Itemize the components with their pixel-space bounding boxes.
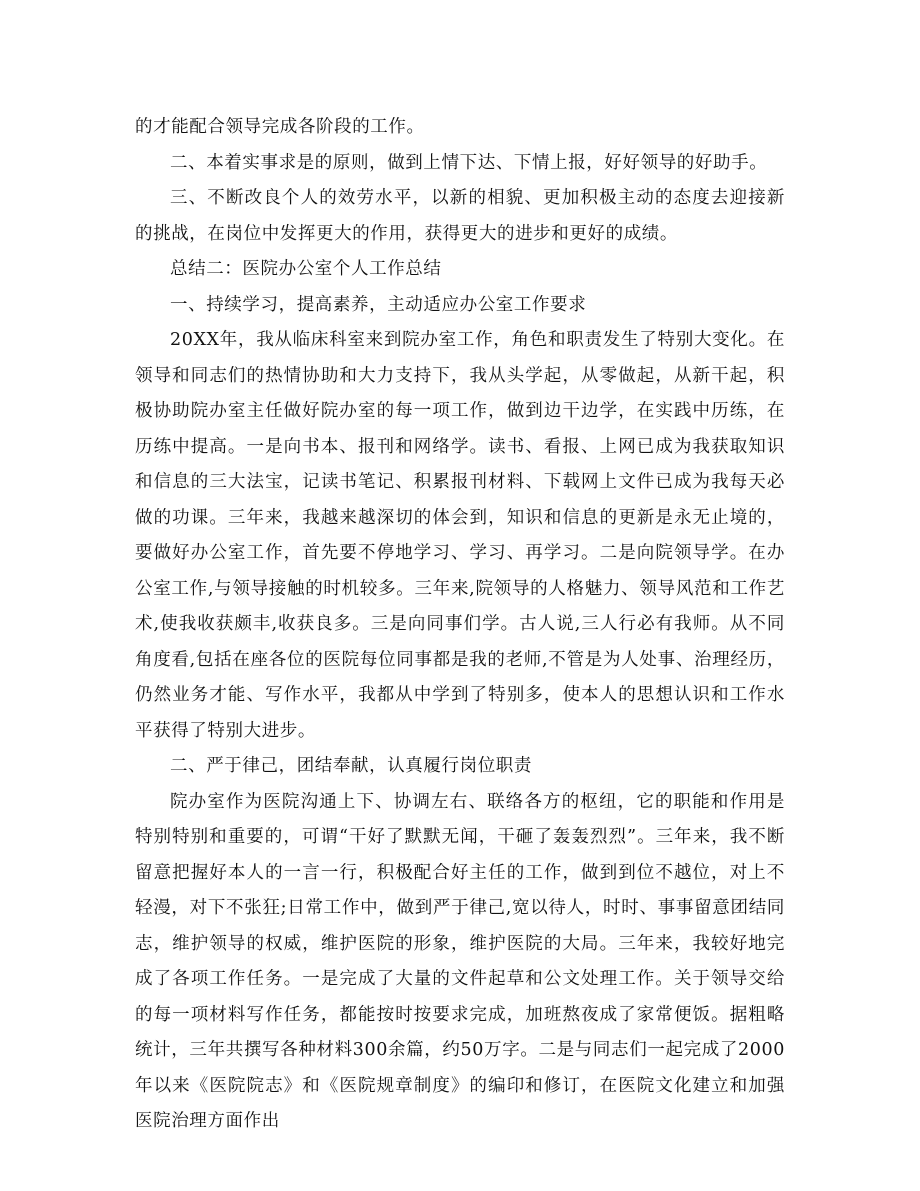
- heading-self-discipline: 二、严于律己，团结奉献，认真履行岗位职责: [170, 756, 532, 776]
- paragraph-learning-details: 20XX年，我从临床科室来到院办室工作，角色和职责发生了特别大变化。在领导和同志们的热情协助和大力支持下，我从头学起，从零做起，从新干起，积极协助院办室主任做好院办室的每一项工作，做到边干边学，在实践中历练，在历练中提高。一是向书本、报刊和网络学。读书、看报、上网已成为我获取知识和信息的三大法宝，记读书笔记、积累报刊材料、下载网上文件已成为我每天必做的功课。三年来，我越来越深切的体会到，知识和信息的更新是永无止境的，要做好办公室工作，首先要不停地学习、学习、再学习。二是向院领导学。在办公室工作,与领导接触的时机较多。三年来,院领导的人格魅力、领导风范和工作艺术,使我收获颇丰,收获良多。三是向同事们学。古人说,三人行必有我师。从不同角度看,包括在座各位的医院每位同事都是我的老师,不管是为人处事、治理经历，仍然业务才能、写作水平，我都从中学到了特别多，使本人的思想认识和工作水平获得了特别大进步。: [135, 330, 785, 741]
- document-body: [135, 110, 785, 1140]
- paragraph-principle: 二、本着实事求是的原则，做到上情下达、下情上报，好好领导的好助手。: [170, 152, 768, 173]
- section-title-summary-two: 总结二：医院办公室个人工作总结: [170, 259, 442, 279]
- paragraph-continuation: 的才能配合领导完成各阶段的工作。: [135, 117, 425, 137]
- paragraph-service-level: 三、不断改良个人的效劳水平，以新的相貌、更加积极主动的态度去迎接新的挑战，在岗位中发挥更大的作用，获得更大的进步和更好的成绩。: [135, 188, 785, 244]
- paragraph-office-duties: 院办室作为医院沟通上下、协调左右、联络各方的枢纽，它的职能和作用是特别特别和重要的，可谓“干好了默默无闻，干砸了轰轰烈烈”。三年来，我不断留意把握好本人的一言一行，积极配合好主任的工作，做到到位不越位，对上不轻漫，对下不张狂;日常工作中，做到严于律己,宽以待人，时时、事事留意团结同志，维护领导的权威，维护医院的形象，维护医院的大局。三年来，我较好地完成了各项工作任务。一是完成了大量的文件起草和公文处理工作。关于领导交给的每一项材料写作任务，都能按时按要求完成，加班熬夜成了家常便饭。据粗略统计，三年共撰写各种材料300余篇，约50万字。二是与同志们一起完成了2000年以来《医院院志》和《医院规章制度》的编印和修订，在医院文化建立和加强医院治理方面作出: [135, 791, 785, 1131]
- heading-continuous-learning: 一、持续学习，提高素养，主动适应办公室工作要求: [170, 294, 587, 315]
